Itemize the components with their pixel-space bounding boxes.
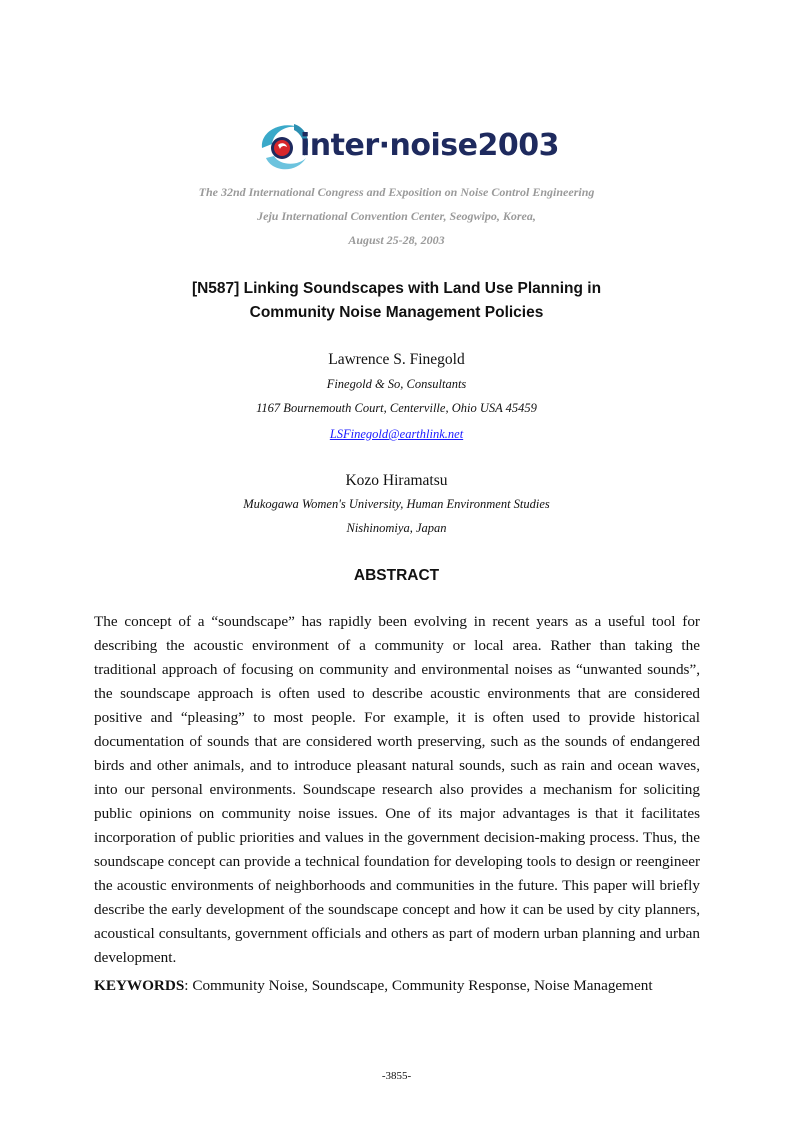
conference-venue: Jeju International Convention Center, Seogwipo, Korea, xyxy=(257,209,536,223)
author-2-address: Nishinomiya, Japan xyxy=(346,521,447,535)
author-1-email-link[interactable]: LSFinegold@earthlink.net xyxy=(329,427,464,441)
author-1-address: 1167 Bournemouth Court, Centerville, Ohio USA 45459 xyxy=(256,401,537,415)
conference-name: The 32nd International Congress and Exposition on Noise Control Engineering xyxy=(198,185,595,199)
author-2-name: Kozo Hiramatsu xyxy=(345,472,448,489)
author-1-organization: Finegold & So, Consultants xyxy=(326,377,467,391)
conference-dates: August 25-28, 2003 xyxy=(348,233,445,247)
keywords-label: KEYWORDS xyxy=(94,977,185,994)
conference-logo xyxy=(0,118,793,174)
author-1-name: Lawrence S. Finegold xyxy=(328,351,465,368)
keywords-values: : Community Noise, Soundscape, Community Response, Noise Management xyxy=(184,977,653,994)
author-2-organization: Mukogawa Women's University, Human Environment Studies xyxy=(243,497,550,511)
abstract-body: The concept of a “soundscape” has rapidly been evolving in recent years as a useful tool for describing the acoustic environment of a community or local area. Rather than taking the traditional approach of focusing on community and environmental noises as “unwanted sounds”, the soundscape approach is often used to describe acoustic environments that are considered positive and “pleasing” to most people. For example, it is often used to provide historical documentation of sounds that are considered worth preserving, such as the sounds of endangered birds and other animals, and to introduce pleasant natural sounds, such as rain and ocean waves, into our personal environments. Soundscape research also provides a mechanism for soliciting public opinions on community noise issues. One of its major advantages is that it facilitates incorporation of public priorities and values in the government decision-making process. Thus, the soundscape concept can provide a technical foundation for developing tools to design or reengineer the acoustic environments of neighborhoods and communities in the future. This paper will briefly describe the early development of the soundscape concept and how it can be used by city planners, acoustical consultants, government officials and others as part of modern urban planning and urban development. xyxy=(94,613,700,966)
paper-title-line-1: [N587] Linking Soundscapes with Land Use Planning in xyxy=(191,280,602,297)
author-1-email-row xyxy=(0,425,793,443)
keywords-line xyxy=(94,974,700,998)
logo-wordmark: inter·noise2003 xyxy=(300,128,559,163)
paper-title-line-2: Community Noise Management Policies xyxy=(249,304,544,321)
abstract-heading: ABSTRACT xyxy=(353,567,440,584)
page-number: -3855- xyxy=(381,1070,412,1082)
